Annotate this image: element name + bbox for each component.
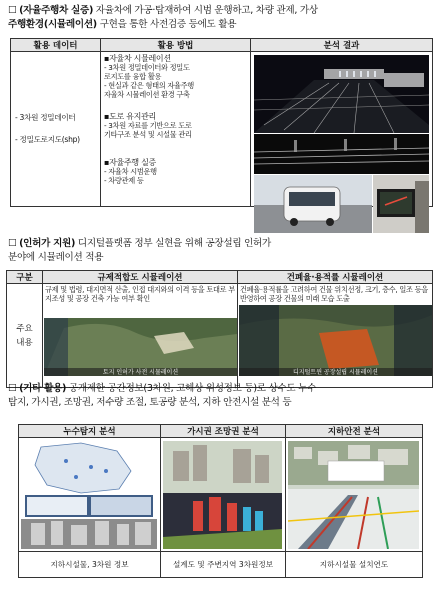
land-permit-caption: 토지 인허가 사전 시뮬레이션 [102,369,179,376]
factory-twin-sim-image [239,305,432,376]
land-permit-sim-image [44,318,237,376]
method-line: - 자율차 시범운행 [104,167,157,176]
method-title: ▪자율차 시뮬레이션 [104,54,171,63]
method-line: - 3차원 자료를 기반으로 도로 [104,121,192,130]
autonomous-shuttle-image [254,175,372,233]
method-line: 로지도를 융합 활용 [104,72,162,81]
underground-caption: 지하시설물 설치연도 [286,552,423,578]
lidar-pointcloud-image [254,55,429,133]
regulation-text: 규제 및 법령, 대지면적 산출, 인접 대지와의 이격 등을 토대로 부지조성 및 공장 건축 가능 여부 확인 [45,285,235,303]
method-line: - 현실과 같은 형태의 자율주행 [104,81,194,90]
view-analysis-image [163,441,282,549]
leak-caption: 지하시설물, 3차원 정보 [19,552,161,578]
method-title: ▪도로 유지관리 [104,112,156,121]
header-leak: 누수탐지 분석 [19,425,161,438]
view-caption: 설계도 및 주변지역 3차원정보 [161,552,286,578]
section3-heading: ☐ (기타 활용) 공개제한 공간정보(3차원, 고해상 위성정보 등)로 상수도 누수 탐지, 가시권, 조망권, 저수량 조절, 토공량 분석, 지하 안전시설 분석 등 [8,383,317,408]
data-item: - 3차원 정밀데이터 [15,113,76,122]
factory-twin-caption: 디지털트윈 공장설립 시뮬레이션 [293,369,378,376]
method-line: - 차량관제 등 [104,176,144,185]
checkbox-icon: ☐ [8,5,20,16]
header-category: 구분 [7,271,43,284]
checkbox-icon: ☐ [8,238,20,249]
header-data: 활용 데이터 [11,39,101,52]
method-cell [101,52,251,207]
header-underground: 지하안전 분석 [286,425,423,438]
section2-heading: ☐ (인허가 지원) 디지털플랫폼 정부 실현을 위해 공장설립 인허가 분야에 시뮬레이션 적용 [8,238,271,263]
ratio-text: 건폐율·용적률을 고려하여 건물 위치선정, 크기, 층수, 일조 등을 반영하여 공장 건물의 미래 모습 도출 [240,285,428,303]
header-regulation-sim: 규제적합도 시뮬레이션 [43,271,238,284]
method-line: - 3차원 정밀데이터와 정밀도 [104,63,190,72]
method-title: ▪자율주행 실증 [104,158,156,167]
section1-heading: ☐ (자율주행차 실증) 자율차에 가공·탑재하여 시범 운행하고, 차량 관제, 가상 주행환경(시뮬레이션) 구현을 통한 사전검증 등에도 활용 [8,5,318,30]
data-item: - 정밀도로지도(shp) [15,135,80,144]
road-maintenance-image [254,134,429,174]
header-view: 가시권 조망권 분석 [161,425,286,438]
leak-detection-image [21,441,157,549]
method-line: 기타구조 분석 및 시설물 관리 [104,130,192,139]
header-ratio-sim: 건폐율·용적률 시뮬레이션 [238,271,433,284]
data-cell [11,52,101,207]
header-method: 활용 방법 [101,39,251,52]
control-monitor-image [373,175,429,233]
row-label: 주요 내용 [7,284,43,388]
underground-safety-image [288,441,419,549]
header-result: 분석 결과 [251,39,433,52]
method-line: 자율차 시뮬레이션 환경 구축 [104,90,190,99]
checkbox-icon: ☐ [8,383,20,394]
